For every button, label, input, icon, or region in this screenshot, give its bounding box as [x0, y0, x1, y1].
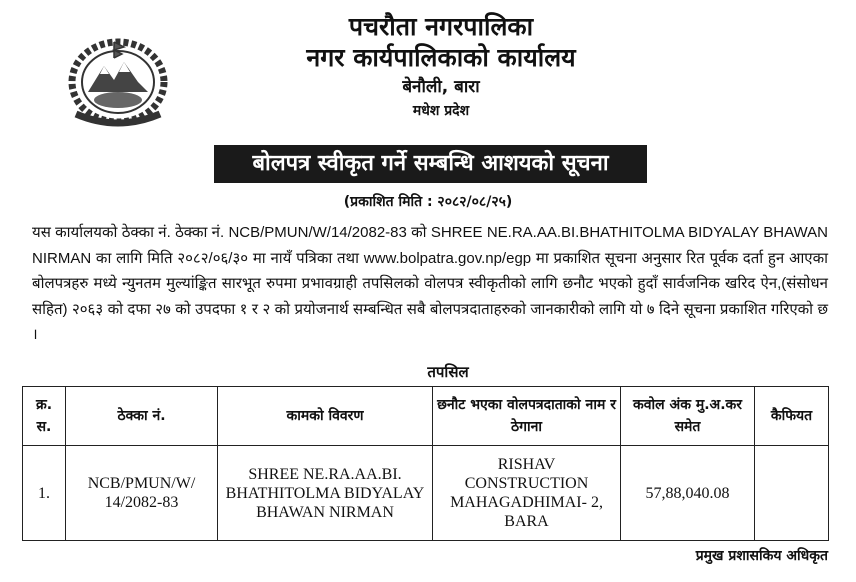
header-bidder: छनौट भएका वोलपत्रदाताको नाम र ठेगाना: [433, 387, 621, 446]
notice-title-banner: बोलपत्र स्वीकृत गर्ने सम्बन्धि आशयको सूचना: [214, 145, 647, 183]
office-address: बेनौली, बारा: [402, 77, 480, 97]
cell-amount: 57,88,040.08: [621, 446, 755, 541]
office-name: नगर कार्यपालिकाको कार्यालय: [306, 43, 576, 72]
header-description: कामको विवरण: [218, 387, 433, 446]
letterhead: [0, 12, 856, 122]
header-amount: कवोल अंक मु.अ.कर समेत: [621, 387, 755, 446]
notice-body: यस कार्यालयको ठेक्का नं. ठेक्का नं. NCB/PMUN/W/14/2082-83 को SHREE NE.RA.AA.BI.BHATHITOLMA BIDYALAY BHAWAN NIRMAN का लागि मिति २०८२/०६/३० मा नायँ पत्रिका तथा www.bolpatra.gov.np/egp मा प्रकाशित सूचना अनुसार रित पूर्वक दर्ता हुन आएका बोलपत्रहरु मध्ये न्युनतम मुल्यांङ्कित सारभूत रुपमा प्रभावग्राही तपसिलको वोलपत्र स्वीकृतीको लागि छनौट भएको हुदाँ सार्वजनिक खरिद ऐन,(संसोधन सहित) २०६३ को दफा २७ को उपदफा १ र २ को प्रयोजनार्थ सम्बन्धित सबै बोलपत्रदाताहरुको जानकारीको लागि यो ७ दिने सूचना प्रकाशित गरिएको छ ।: [32, 224, 828, 343]
cell-remarks: [755, 446, 829, 541]
schedule-table: [22, 386, 829, 541]
published-date: (प्रकाशित मिति : २०८२/०८/२५): [343, 194, 513, 210]
header-sn: क्र. स.: [23, 387, 66, 446]
cell-contract: NCB/PMUN/W/ 14/2082-83: [66, 446, 218, 541]
municipality-name: पचरौता नगरपालिका: [348, 12, 534, 41]
table-header-row: [23, 387, 829, 446]
signature-designation: प्रमुख प्रशासकिय अधिकृत: [695, 548, 828, 564]
province-name: मधेश प्रदेश: [412, 103, 470, 119]
header-remarks: कैफियत: [755, 387, 829, 446]
cell-bidder: RISHAV CONSTRUCTION MAHAGADHIMAI- 2, BARA: [433, 446, 621, 541]
schedule-title: तपसिल: [427, 363, 469, 381]
header-contract: ठेक्का नं.: [66, 387, 218, 446]
cell-sn: 1.: [23, 446, 66, 541]
cell-description: SHREE NE.RA.AA.BI. BHATHITOLMA BIDYALAY BHAWAN NIRMAN: [218, 446, 433, 541]
table-row: [23, 446, 829, 541]
